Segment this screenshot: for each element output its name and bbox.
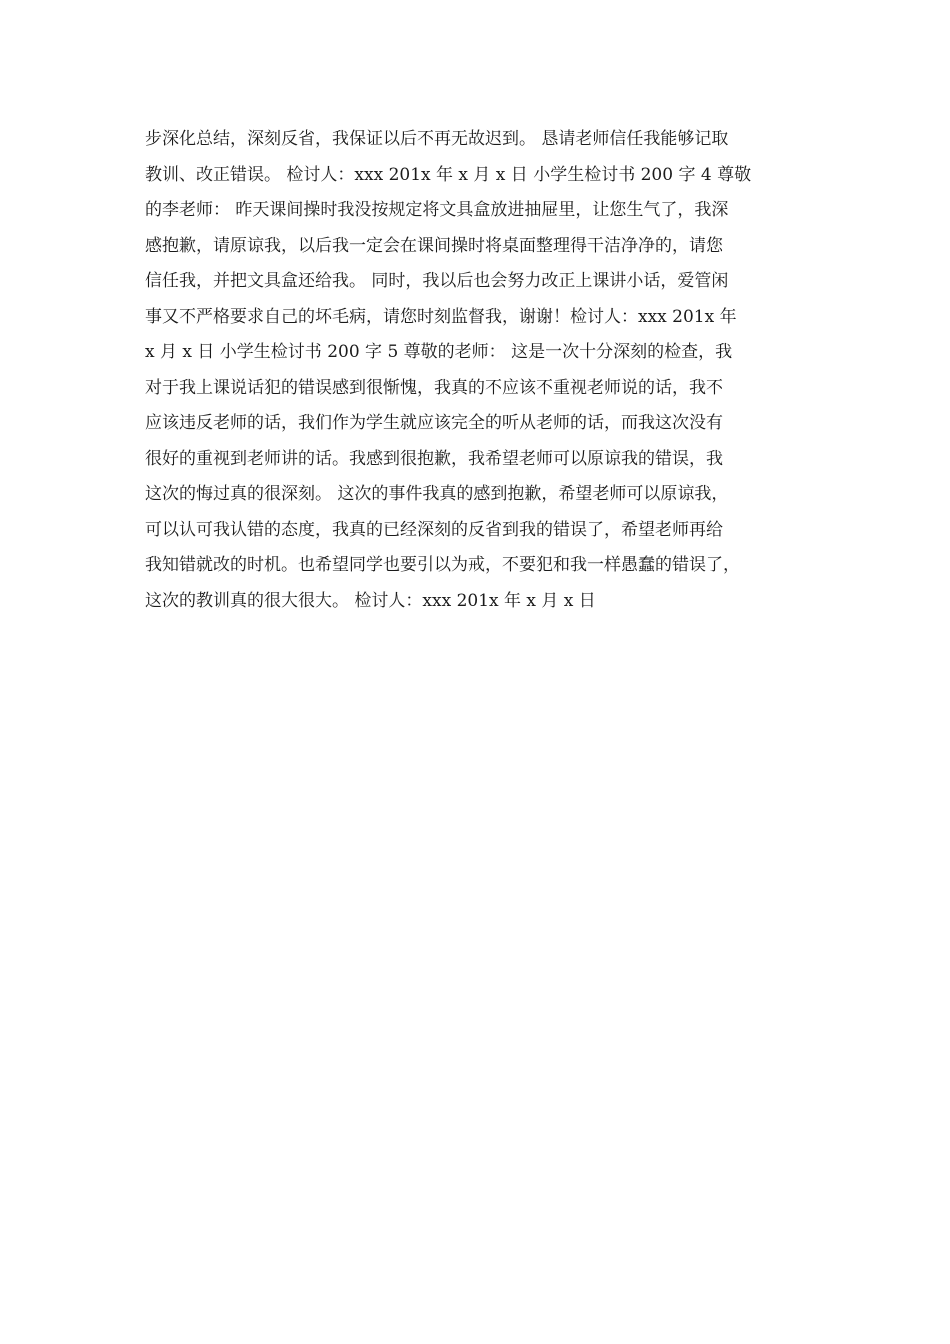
text-line: 步深化总结，深刻反省，我保证以后不再无故迟到。 恳请老师信任我能够记取 <box>145 129 729 149</box>
text-line: 事又不严格要求自己的坏毛病，请您时刻监督我，谢谢！检讨人：xxx 201x 年 <box>145 306 737 327</box>
text-line: 我知错就改的时机。也希望同学也要引以为戒，不要犯和我一样愚蠢的错误了， <box>145 555 740 575</box>
text-line: 很好的重视到老师讲的话。我感到很抱歉，我希望老师可以原谅我的错误，我 <box>145 448 723 469</box>
text-line: 对于我上课说话犯的错误感到很惭愧，我真的不应该不重视老师说的话，我不 <box>145 377 723 398</box>
text-line: 感抱歉，请原谅我，以后我一定会在课间操时将桌面整理得干洁净净的，请您 <box>145 235 723 256</box>
text-line: 可以认可我认错的态度，我真的已经深刻的反省到我的错误了，希望老师再给 <box>145 519 723 540</box>
text-line: x 月 x 日 小学生检讨书 200 字 5 尊敬的老师： 这是一次十分深刻的检查，我 <box>145 342 733 362</box>
text-line: 信任我，并把文具盒还给我。 同时，我以后也会努力改正上课讲小话，爱管闲 <box>145 271 729 291</box>
text-line: 这次的悔过真的很深刻。 这次的事件我真的感到抱歉，希望老师可以原谅我， <box>145 484 729 504</box>
text-line: 教训、改正错误。 检讨人：xxx 201x 年 x 月 x 日 小学生检讨书 200 字 4 尊敬 <box>145 164 752 185</box>
text-line: 应该违反老师的话，我们作为学生就应该完全的听从老师的话，而我这次没有 <box>145 413 723 433</box>
body-text <box>145 122 825 619</box>
text-line: 这次的教训真的很大很大。 检讨人：xxx 201x 年 x 月 x 日 <box>145 590 596 611</box>
text-line: 的李老师： 昨天课间操时我没按规定将文具盒放进抽屉里，让您生气了，我深 <box>145 200 729 220</box>
